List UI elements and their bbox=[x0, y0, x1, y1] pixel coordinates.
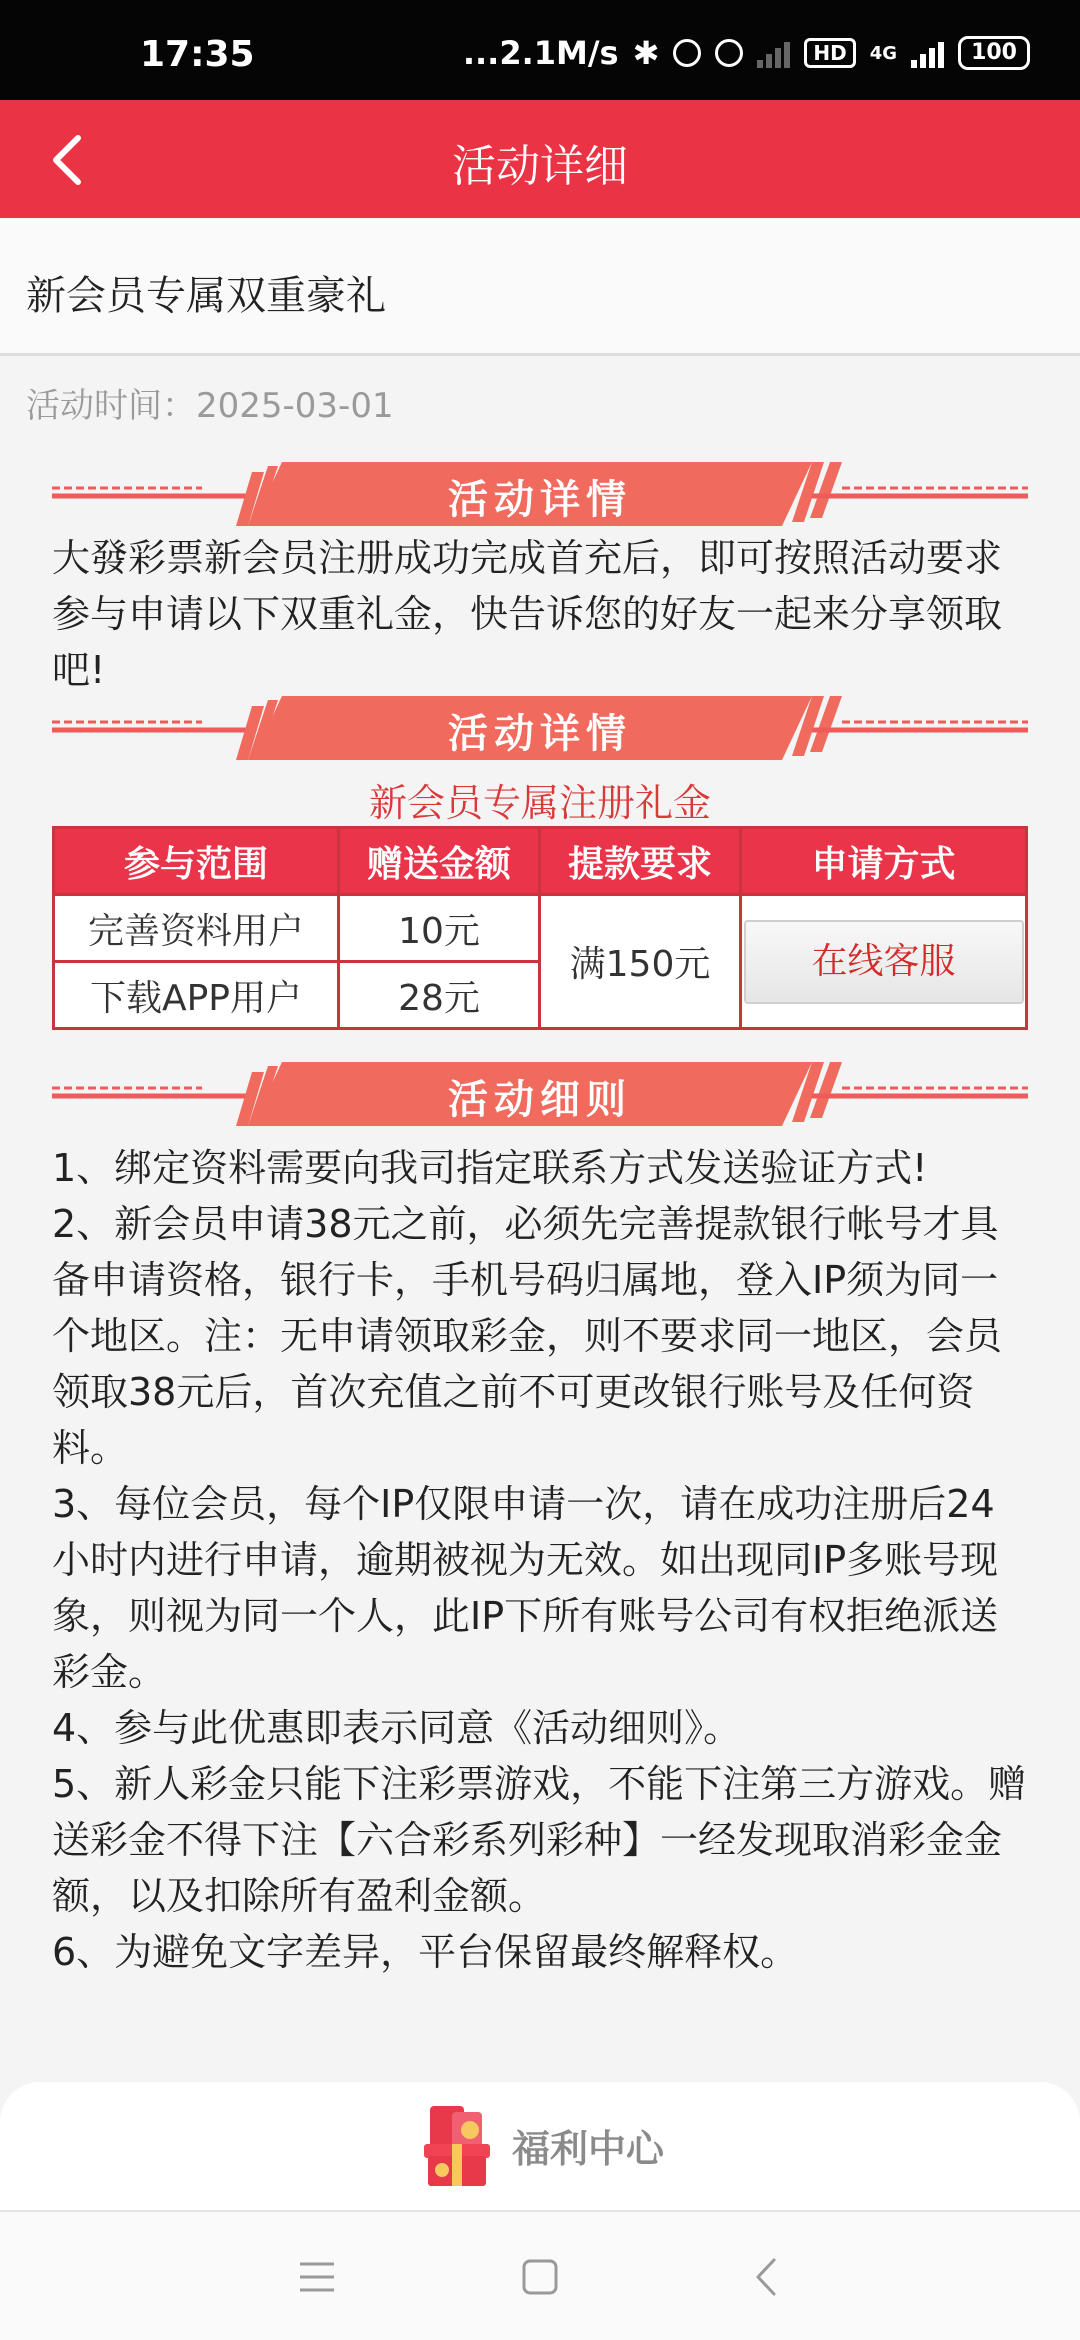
gift-table bbox=[52, 826, 1028, 1030]
status-time: 17:35 bbox=[140, 34, 255, 75]
page-title: 活动详细 bbox=[452, 141, 628, 192]
status-bar bbox=[0, 0, 1080, 100]
intro-paragraph: 大發彩票新会员注册成功完成首充后，即可按照活动要求参与申请以下双重礼金，快告诉您的好友一起来分享领取吧! bbox=[52, 536, 1003, 692]
wifi-signal-icon bbox=[757, 38, 790, 68]
rule-item: 1、绑定资料需要向我司指定联系方式发送验证方式! bbox=[52, 1146, 928, 1190]
menu-icon[interactable] bbox=[292, 2252, 342, 2302]
col-header: 提款要求 bbox=[540, 828, 741, 895]
battery-level: 100 bbox=[971, 40, 1017, 65]
rule-item: 3、每位会员，每个IP仅限申请一次，请在成功注册后24小时内进行申请，逾期被视为无效。如出现同IP多账号现象，则视为同一个人，此IP下所有账号公司有权拒绝派送彩金。 bbox=[52, 1482, 999, 1694]
section-banner-rules bbox=[52, 1062, 1028, 1126]
net-speed: ...2.1M/s bbox=[462, 34, 619, 72]
scope-cell: 下载APP用户 bbox=[54, 962, 339, 1029]
online-service-button[interactable]: 在线客服 bbox=[744, 920, 1024, 1004]
col-header: 赠送金额 bbox=[339, 828, 540, 895]
col-header: 参与范围 bbox=[54, 828, 339, 895]
back-triangle-icon[interactable] bbox=[742, 2252, 792, 2302]
table-header-row bbox=[54, 828, 1027, 895]
withdraw-cell: 满150元 bbox=[540, 895, 741, 1029]
welfare-center-label: 福利中心 bbox=[512, 2126, 665, 2171]
banner-label: 活动详情 bbox=[448, 711, 632, 757]
bluetooth-icon: ✱ bbox=[632, 34, 660, 72]
col-header: 申请方式 bbox=[741, 828, 1027, 895]
scope-cell: 完善资料用户 bbox=[54, 895, 339, 962]
apply-cell bbox=[741, 895, 1027, 1029]
rule-item: 6、为避免文字差异，平台保留最终解释权。 bbox=[52, 1930, 799, 1974]
table-row bbox=[54, 895, 1027, 962]
cell-signal-icon bbox=[911, 38, 944, 68]
network-type: 4G bbox=[869, 42, 898, 64]
activity-time: 活动时间：2025-03-01 bbox=[26, 386, 394, 426]
banner-label: 活动细则 bbox=[448, 1077, 632, 1123]
status-icons bbox=[463, 34, 1030, 72]
gift-box-icon bbox=[412, 2100, 502, 2190]
mute-icon bbox=[673, 39, 701, 67]
amount-cell: 28元 bbox=[339, 962, 540, 1029]
section-banner-details bbox=[52, 462, 1028, 526]
section-banner-details-2 bbox=[52, 696, 1028, 760]
rule-item: 4、参与此优惠即表示同意《活动细则》。 bbox=[52, 1706, 742, 1750]
hd-icon: HD bbox=[804, 38, 855, 68]
system-nav-bar bbox=[0, 2210, 1080, 2340]
rules-list bbox=[52, 1140, 1032, 1980]
amount-cell: 10元 bbox=[339, 895, 540, 962]
gift-table-caption: 新会员专属注册礼金 bbox=[368, 781, 711, 825]
app-bar bbox=[0, 100, 1080, 218]
battery-icon bbox=[958, 36, 1030, 70]
banner-label: 活动详情 bbox=[448, 477, 632, 523]
rule-item: 5、新人彩金只能下注彩票游戏，不能下注第三方游戏。赠送彩金不得下注【六合彩系列彩种】一经发现取消彩金金额，以及扣除所有盈利金额。 bbox=[52, 1762, 1027, 1918]
welfare-center-entry[interactable] bbox=[412, 2100, 664, 2190]
home-square-icon[interactable] bbox=[515, 2252, 565, 2302]
activity-title: 新会员专属双重豪礼 bbox=[26, 273, 386, 319]
alarm-icon bbox=[715, 39, 743, 67]
activity-title-bar bbox=[0, 218, 1080, 356]
welfare-center-bar[interactable] bbox=[0, 2082, 1080, 2210]
rule-item: 2、新会员申请38元之前，必须先完善提款银行帐号才具备申请资格，银行卡，手机号码归属地，登入IP须为同一个地区。注：无申请领取彩金，则不要求同一地区，会员领取38元后，首次充值之前不可更改银行账号及任何资料。 bbox=[52, 1202, 1003, 1470]
